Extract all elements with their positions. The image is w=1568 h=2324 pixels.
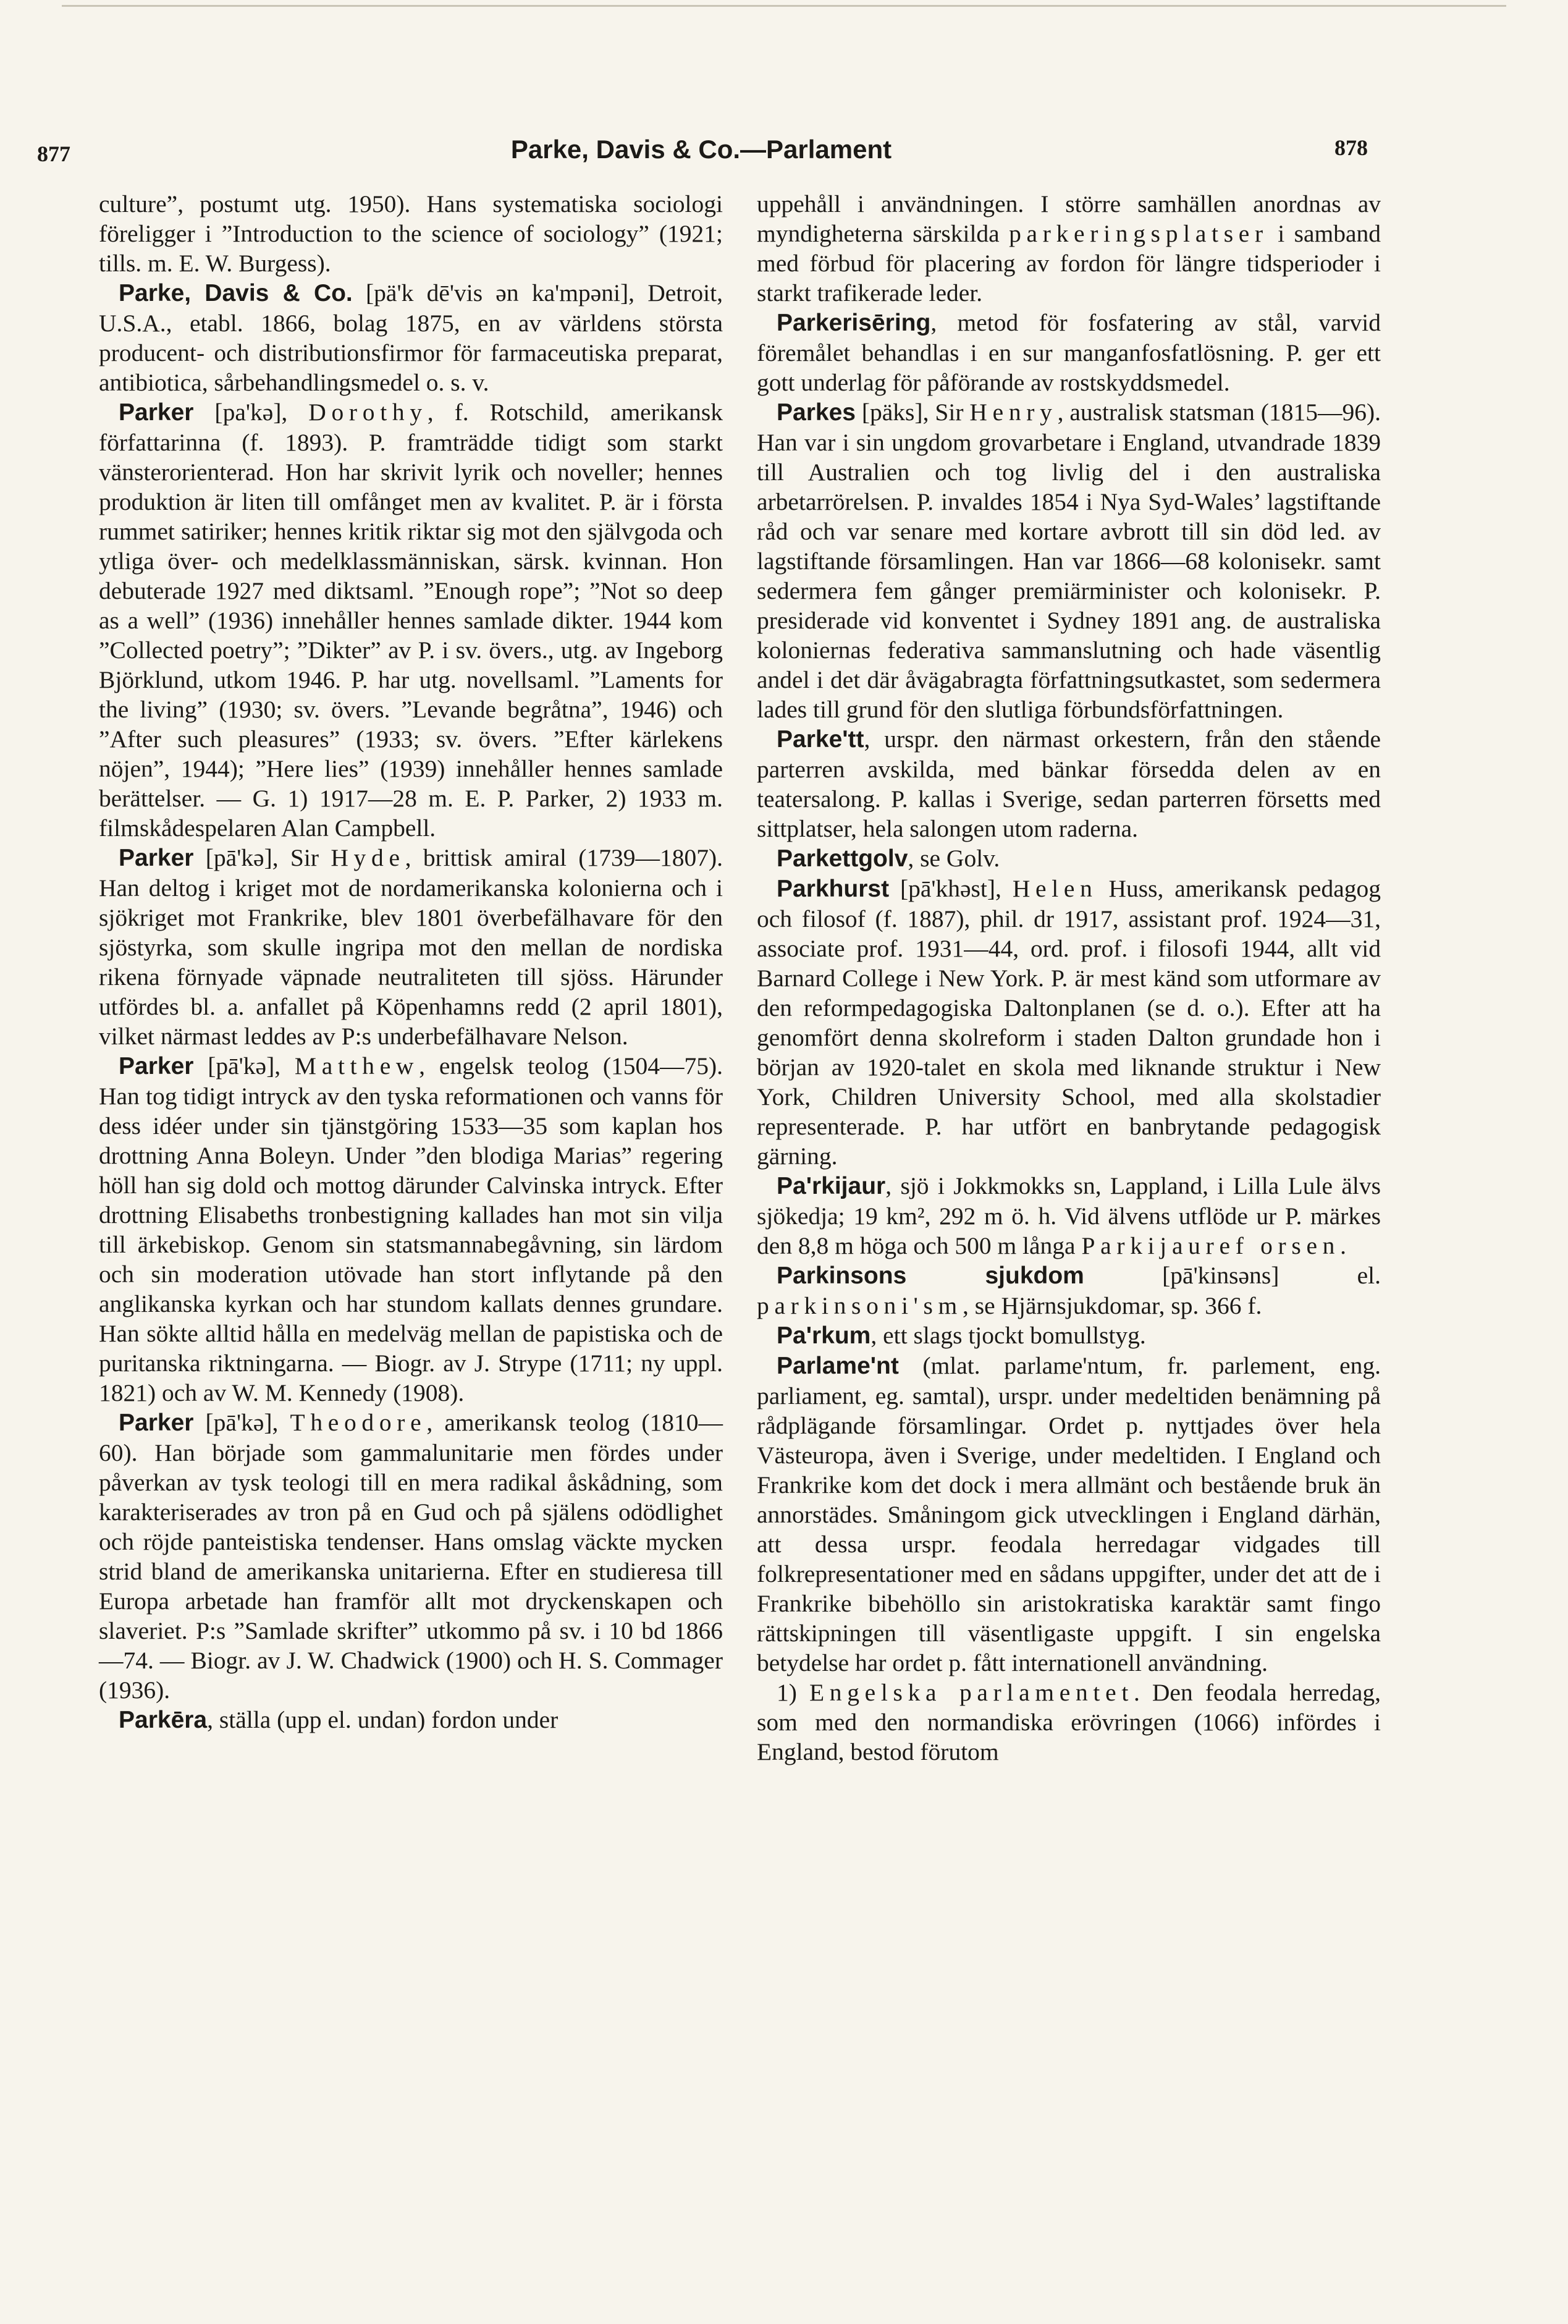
headword: Parkettgolv [777,845,908,872]
headword: Parkerisēring [777,310,931,336]
left-page-number: 877 [37,142,70,166]
entry-parker-matthew: Parker [pā'kə], Matthew, engelsk teolog (1504—75). Han tog tidigt intryck av den tyska reformationen och vanns för dess idéer under sin tjänstgöring 1533—35 som kaplan hos drottning Anna Boleyn. Under ”den blodiga Marias” regering höll han sig dold och mottog därunder Calvinska intryck. Efter drottning Elisabeths tronbestigning kallades han mot sin vilja till ärkebiskop. Genom sin statsmannabegåvning, sin lärdom och sin moderation utövade han stort inflytande på den anglikanska kyrkan och har stundom kallats dennes grundare. Han sökte alltid hålla en medelväg mellan de papistiska och de puritanska riktningarna. — Biogr. av J. Strype (1711; ny uppl. 1821) och av W. M. Kennedy (1908). [99,1052,723,1406]
entry-parkett: Parke'tt, urspr. den närmast orkestern, från den stående parterren avskilda, med bänkar försedda delen av en teatersalong. P. kallas i Sverige, sedan parterren försetts med sittplatser, hela salongen utom raderna. [757,725,1381,842]
right-column [757,189,1381,1767]
top-scan-edge [62,5,1506,7]
page-header [37,135,1368,172]
entry-parlament: Parlame'nt (mlat. parlame'ntum, fr. parlement, eng. parliament, eg. samtal), urspr. under medeltiden benämning på rådplägande församlingar. Ordet p. nyttjades över hela Västeuropa, även i Sverige, under medeltiden. I England och Frankrike kom det dock i mera allmänt och bestående bruk än annorstädes. Småningom gick utvecklingen i England därhän, att dessa urspr. feodala herredagar vidgades till folkrepresentationer med en sådans uppgifter, under det att de i Frankrike bibehöllo sin aristokratiska karaktär samt fingo rättskipningen till väsentligaste uppgift. I sin engelska betydelse har ordet p. fått internationell användning. [757,1352,1381,1676]
section-engelska-parlamentet: 1) Engelska parlamentet. Den feodala herredag, som med den normandiska erövringen (1066) infördes i England, bestod förutom [757,1679,1381,1765]
entry-parkum: Pa'rkum, ett slags tjockt bomullstyg. [777,1322,1146,1349]
headword: Parke'tt [777,726,864,753]
headword: Parker [119,1409,194,1436]
entry-parkijaur: Pa'rkijaur, sjö i Jokkmokks sn, Lappland, i Lilla Lule älvs sjökedja; 19 km², 292 m ö. h. Vid älvens utflöde ur P. märkes den 8,8 m höga och 500 m långa Parkijauref orsen. [757,1172,1381,1259]
left-column [99,189,723,1735]
entry-parker-dorothy: Parker [pa'kə], Dorothy, f. Rotschild, amerikansk författarinna (f. 1893). P. framträdde tidigt som starkt vänsterorienterad. Hon har skrivit lyrik och noveller; hennes produktion är liten till omfånget men av kvalitet. P. är i första rummet satiriker; hennes kritik riktar sig mot den självgoda och ytliga över- och medelklassmänniskan, särsk. kvinnan. Hon debuterade 1927 med diktsaml. ”Enough rope”; ”Not so deep as a well” (1936) innehåller hennes samlade dikter. 1944 kom ”Collected poetry”; ”Dikter” av P. i sv. övers., utg. av Ingeborg Björklund, utkom 1946. P. har utg. novellsaml. ”Laments for the living” (1930; sv. övers. ”Levande begråtna”, 1946) och ”After such pleasures” (1933; sv. övers. ”Efter kärlekens nöjen”, 1944); ”Here lies” (1939) innehåller hennes samlade berättelser. — G. 1) 1917—28 m. E. P. Parker, 2) 1933 m. filmskådespelaren Alan Campbell. [99,399,723,842]
headword: Parlame'nt [777,1353,899,1379]
entry-parkera: Parkēra, ställa (upp el. undan) fordon under [119,1706,558,1733]
entry-parke-davis: Parke, Davis & Co. [pä'k dē'vis ən ka'mpəni], Detroit, U.S.A., etabl. 1866, bolag 1875, en av världens största producent- och distributionsfirmor för farmaceutiska preparat, antibiotica, sårbehandlingsmedel o. s. v. [99,279,723,396]
entry-parkhurst: Parkhurst [pā'khəst], Helen Huss, amerikansk pedagog och filosof (f. 1887), phil. dr 1917, assistant prof. 1924—31, associate prof. 1931—44, ord. prof. i filosofi 1944, allt vid Barnard College i New York. P. är mest känd som utformare av den reformpedagogiska Daltonplanen (se d. o.). Efter att ha genomfört denna skolreform i staden Dalton grundade hon i början av 1920-talet en skola med liknande struktur i New York, Children University School, med alla skolstadier representerade. P. har utfört en banbrytande pedagogisk gärning. [757,875,1381,1170]
headword: Parke, Davis & Co. [119,280,353,306]
running-title: Parke, Davis & Co.—Parlament [510,135,892,164]
right-page-number: 878 [1334,135,1368,160]
headword: Pa'rkijaur [777,1173,886,1199]
headword: Parker [119,399,194,426]
headword: Parkes [777,399,856,426]
headword: Parkēra [119,1707,208,1733]
continuation-paragraph: uppehåll i användningen. I större samhällen anordnas av myndigheterna särskilda parkeringsplatser i samband med förbud för placering av fordon för längre tidsperioder i starkt trafikerade leder. [757,190,1381,306]
headword: Parkhurst [777,876,890,902]
continuation-paragraph: culture”, postumt utg. 1950). Hans systematiska sociologi föreligger i ”Introduction to the science of sociology” (1921; tills. m. E. W. Burgess). [99,190,723,277]
entry-parker-hyde: Parker [pā'kə], Sir Hyde, brittisk amiral (1739—1807). Han deltog i kriget mot de nordamerikanska kolonierna och i sjökriget mot Frankrike, blev 1801 överbefälhavare för den sjöstyrka, som skulle ingripa mot den mellan de nordiska rikena förnyade väpnade neutraliteten till sjöss. Härunder utfördes bl. a. anfallet på Köpenhamns redd (2 april 1801), vilket närmast leddes av P:s underbefälhavare Nelson. [99,844,723,1050]
entry-parkes: Parkes [päks], Sir Henry, australisk statsman (1815—96). Han var i sin ungdom grovarbetare i England, utvandrade 1839 till Australien och tog livlig del i den australiska arbetarrörelsen. P. invaldes 1854 i Nya Syd-Wales’ lagstiftande råd och var senare med kortare avbrott till sin död led. av lagstiftande församlingen. Han var 1866—68 kolonisekr. samt sedermera fem gånger premiärminister och kolonisekr. P. presiderade vid konventet i Sydney 1891 ang. de australiska koloniernas federativa sammanslutning och hade väsentlig andel i det där åvägabragta författningsutkastet, som sedermera lades till grund för den slutliga förbundsförfattningen. [757,399,1381,723]
headword: Parkinsons sjukdom [777,1262,1084,1289]
headword: Parker [119,845,194,871]
headword: Parker [119,1053,194,1080]
entry-parker-theodore: Parker [pā'kə], Theodore, amerikansk teolog (1810—60). Han började som gammalunitarie men fördes under påverkan av tysk teologi till en mera radikal åskådning, som karakteriserades av tron på en Gud och på själens odödlighet och röjde panteistiska tendenser. Hans omslag väckte mycken strid bland de amerikanska unitarierna. Efter en studieresa till Europa arbetade han framför allt mot dryckenskapen och slaveriet. P:s ”Samlade skrifter” utkommo på sv. i 10 bd 1866—74. — Biogr. av J. W. Chadwick (1900) och H. S. Commager (1936). [99,1409,723,1704]
headword: Pa'rkum [777,1322,871,1349]
entry-parkinsons-sjukdom: Parkinsons sjukdom [pā'kinsəns] el. parkinsoni'sm, se Hjärnsjukdomar, sp. 366 f. [757,1262,1381,1319]
entry-parkerisering: Parkerisēring, metod för fosfatering av stål, varvid föremålet behandlas i en sur manganfosfatlösning. P. ger ett gott underlag för påförande av rostskyddsmedel. [757,309,1381,396]
entry-parkettgolv: Parkettgolv, se Golv. [777,845,1000,872]
